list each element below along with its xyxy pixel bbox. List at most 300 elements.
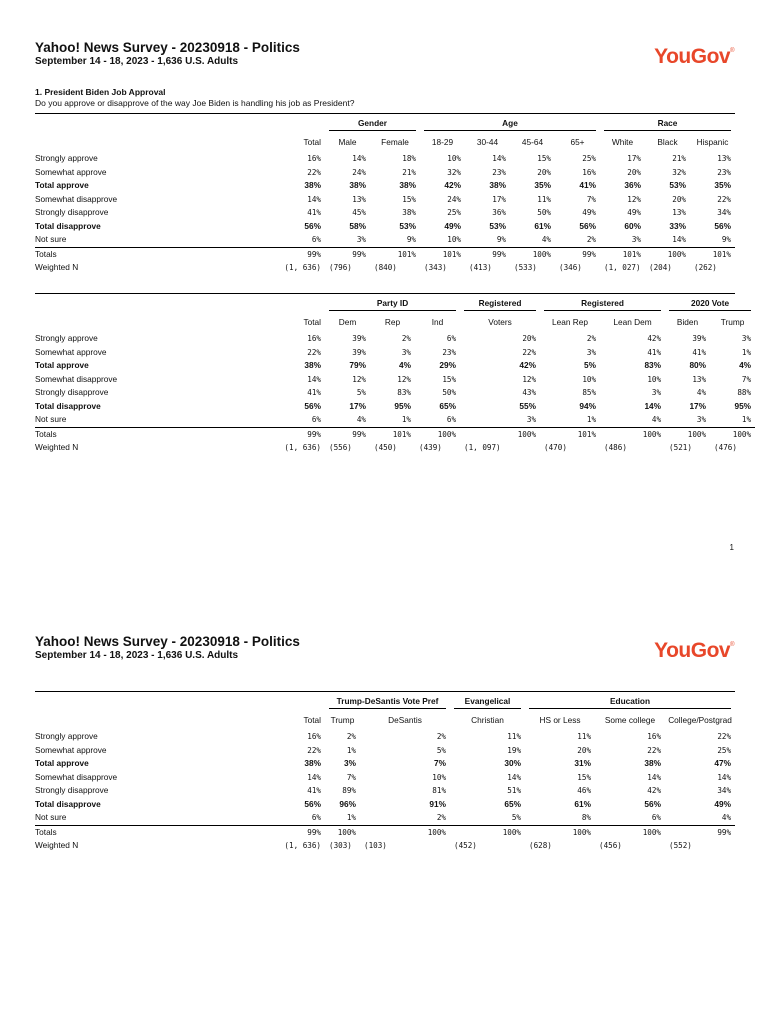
logo-text: YouGov xyxy=(654,639,731,662)
table-cell: 6% xyxy=(446,415,457,424)
table-cell: (1, 636) xyxy=(284,841,321,850)
row-label: Totals xyxy=(35,428,57,439)
table-cell: 22% xyxy=(307,347,321,357)
table-cell: 22% xyxy=(307,167,321,177)
table-row xyxy=(35,233,735,247)
table-row xyxy=(35,346,755,360)
table-cell: (840) xyxy=(374,263,397,272)
table-cell: 10% xyxy=(447,235,461,244)
table-row xyxy=(35,771,735,785)
table-cell: 41% xyxy=(307,786,321,795)
page1-subtitle: September 14 - 18, 2023 - 1,636 U.S. Adults xyxy=(35,56,239,67)
row-label: Strongly approve xyxy=(35,153,98,163)
table-cell: 58% xyxy=(349,220,366,231)
row-label: Somewhat disapprove xyxy=(35,771,118,782)
table-row xyxy=(35,730,735,744)
table-row xyxy=(35,441,755,455)
table-cell: (628) xyxy=(529,841,552,850)
row-label: Weighted N xyxy=(35,840,79,850)
table-cell: 5% xyxy=(584,360,597,370)
table-cell: 1% xyxy=(401,415,411,424)
page1-title: Yahoo! News Survey - 20230918 - Politics xyxy=(35,40,300,55)
table-cell: 42% xyxy=(519,360,537,370)
table-cell: 85% xyxy=(582,388,597,397)
table-cell: 7% xyxy=(434,758,447,768)
table-cell: 38% xyxy=(402,208,416,217)
table-cell: 96% xyxy=(339,798,356,809)
table-row xyxy=(35,811,735,825)
row-label: Somewhat approve xyxy=(35,166,107,177)
col-header: HS or Less xyxy=(539,715,581,725)
table-cell: 3% xyxy=(344,758,356,768)
table-cell: 3% xyxy=(401,347,411,357)
table-cell: 14% xyxy=(644,400,662,411)
table-cell: 2% xyxy=(586,334,597,343)
group-education: Education xyxy=(525,692,735,710)
col-header: Trump xyxy=(720,317,745,327)
table-row xyxy=(35,373,755,387)
table-cell: 81% xyxy=(432,786,447,795)
table-cell: 15% xyxy=(402,194,416,204)
crosstab-party-registered-vote xyxy=(35,293,752,455)
table-cell: 88% xyxy=(737,388,752,397)
table-cell: 12% xyxy=(352,374,366,384)
table-cell: 1% xyxy=(346,813,356,822)
table-cell: 20% xyxy=(537,167,551,177)
table-cell: 14% xyxy=(717,772,732,782)
table-cell: 22% xyxy=(307,745,321,755)
table-cell: 5% xyxy=(436,745,447,755)
table-cell: 99% xyxy=(307,827,321,837)
table-cell: 5% xyxy=(511,813,522,822)
table-cell: 100% xyxy=(517,429,537,439)
table-cell: 15% xyxy=(577,772,592,782)
table-row xyxy=(35,428,755,442)
table-row xyxy=(35,332,755,346)
row-label: Somewhat disapprove xyxy=(35,193,118,204)
table-cell: 22% xyxy=(647,745,662,755)
col-header: 45-64 xyxy=(521,137,544,147)
table-cell: 3% xyxy=(526,415,537,424)
row-label: Total disapprove xyxy=(35,400,101,411)
table-row xyxy=(35,179,735,193)
table-cell: 100% xyxy=(427,827,447,837)
table-cell: 55% xyxy=(519,400,537,411)
logo-text: YouGov xyxy=(654,45,731,68)
table-cell: 30% xyxy=(504,758,522,768)
table-cell: 5% xyxy=(356,388,366,397)
table-cell: 100% xyxy=(437,429,457,439)
table-cell: 101% xyxy=(442,249,461,259)
row-label: Somewhat approve xyxy=(35,744,107,755)
row-label: Not sure xyxy=(35,414,67,424)
col-header: DeSantis xyxy=(388,715,422,725)
table-cell: 3% xyxy=(586,347,597,357)
table-cell: 65% xyxy=(439,400,457,411)
table-cell: 50% xyxy=(442,388,457,397)
table-cell: (521) xyxy=(669,443,692,452)
table-cell: 42% xyxy=(647,334,662,343)
table-cell: 11% xyxy=(537,194,551,204)
table-cell: 16% xyxy=(582,167,596,177)
table-cell: 23% xyxy=(442,347,457,357)
table-cell: 61% xyxy=(574,798,592,809)
table-cell: 6% xyxy=(311,235,321,244)
table-cell: 8% xyxy=(581,813,592,822)
table-cell: 38% xyxy=(349,180,366,190)
col-header: Black xyxy=(657,137,678,147)
table-cell: 2% xyxy=(436,732,447,741)
table-cell: 100% xyxy=(572,827,592,837)
question-text: Do you approve or disapprove of the way Joe Biden is handling his job as President? xyxy=(35,98,355,108)
table-cell: 23% xyxy=(717,167,731,177)
page1-header xyxy=(35,40,300,68)
table-cell: 56% xyxy=(304,798,321,809)
table-cell: 14% xyxy=(492,154,506,163)
table-cell: 100% xyxy=(642,429,662,439)
table-cell: (533) xyxy=(514,263,537,272)
row-label: Strongly disapprove xyxy=(35,387,109,397)
crosstab-table-2 xyxy=(35,294,755,455)
table-cell: (103) xyxy=(364,841,387,850)
col-header: Total xyxy=(303,317,321,327)
table-cell: 100% xyxy=(732,429,752,439)
table-cell: 4% xyxy=(399,360,411,370)
group-header-row xyxy=(35,114,735,132)
table-cell: 2% xyxy=(436,813,447,822)
table-row xyxy=(35,206,735,220)
table-cell: (556) xyxy=(329,443,352,452)
table-cell: 99% xyxy=(582,249,596,259)
row-label: Strongly approve xyxy=(35,731,98,741)
group-age: Age xyxy=(420,114,600,132)
table-cell: 14% xyxy=(307,374,321,384)
table-cell: 60% xyxy=(624,220,641,231)
table-cell: 13% xyxy=(692,374,707,384)
table-cell: 100% xyxy=(532,249,551,259)
group-gender: Gender xyxy=(325,114,420,132)
table-cell: 23% xyxy=(492,167,506,177)
table-row xyxy=(35,757,735,771)
group-registered-lean: Registered xyxy=(540,294,665,312)
table-cell: 3% xyxy=(696,415,707,424)
page2-header xyxy=(35,634,300,662)
col-header: Some college xyxy=(604,715,656,725)
table-cell: 99% xyxy=(492,249,506,259)
table-cell: 100% xyxy=(687,429,707,439)
table-cell: 49% xyxy=(444,220,461,231)
table-cell: 1% xyxy=(741,415,752,424)
table-cell: 4% xyxy=(739,360,752,370)
group-header-row xyxy=(35,692,735,710)
col-header: Male xyxy=(338,137,357,147)
table-cell: 16% xyxy=(307,154,321,163)
table-cell: 50% xyxy=(537,208,551,217)
table-row xyxy=(35,166,735,180)
table-cell: 6% xyxy=(311,415,321,424)
table-cell: 79% xyxy=(349,360,366,370)
table-cell: 3% xyxy=(741,334,752,343)
table-cell: (1, 636) xyxy=(284,263,321,272)
table-cell: 12% xyxy=(397,374,411,384)
table-row xyxy=(35,784,735,798)
crosstab-table-1 xyxy=(35,114,735,275)
table-cell: 4% xyxy=(651,415,662,424)
table-cell: 39% xyxy=(692,334,707,343)
table-cell: 95% xyxy=(394,400,411,411)
table-cell: (486) xyxy=(604,443,627,452)
row-label: Strongly disapprove xyxy=(35,207,109,217)
table-cell: 17% xyxy=(492,194,506,204)
table-cell: 65% xyxy=(504,798,522,809)
table-cell: 2% xyxy=(346,732,356,741)
table-row xyxy=(35,386,755,400)
table-cell: 25% xyxy=(717,745,732,755)
table-cell: 101% xyxy=(577,429,597,439)
table-cell: (262) xyxy=(694,263,717,272)
table-row xyxy=(35,193,735,207)
row-label: Weighted N xyxy=(35,442,79,452)
table-cell: 17% xyxy=(627,154,641,163)
table-cell: 22% xyxy=(522,347,537,357)
table-cell: (413) xyxy=(469,263,492,272)
table-cell: 9% xyxy=(406,235,416,244)
table-cell: (456) xyxy=(599,841,622,850)
table-cell: 35% xyxy=(714,180,731,190)
col-header: Rep xyxy=(384,317,401,327)
table-cell: 100% xyxy=(642,827,662,837)
table-cell: (476) xyxy=(714,443,737,452)
table-cell: 11% xyxy=(507,732,522,741)
table-cell: 45% xyxy=(352,208,366,217)
crosstab-table-3 xyxy=(35,692,735,853)
table-cell: 36% xyxy=(492,208,506,217)
table-row xyxy=(35,413,755,427)
table-cell: 47% xyxy=(714,758,732,768)
table-cell: 39% xyxy=(352,334,366,343)
col-header: White xyxy=(611,137,634,147)
table-cell: 35% xyxy=(534,180,551,190)
table-cell: 9% xyxy=(721,235,731,244)
table-cell: 100% xyxy=(667,249,686,259)
table-cell: 6% xyxy=(311,813,321,822)
table-cell: 95% xyxy=(734,400,752,411)
col-header: College/Postgrad xyxy=(668,715,732,725)
table-cell: 9% xyxy=(496,235,506,244)
table-cell: 56% xyxy=(579,220,596,231)
page2-subtitle: September 14 - 18, 2023 - 1,636 U.S. Adults xyxy=(35,650,239,661)
row-label: Total approve xyxy=(35,360,89,370)
table-cell: 1% xyxy=(346,745,356,755)
table-cell: 13% xyxy=(672,208,686,217)
table-cell: 43% xyxy=(522,388,537,397)
table-cell: 53% xyxy=(489,220,506,231)
group-header-row xyxy=(35,294,755,312)
table-cell: 33% xyxy=(669,220,686,231)
table-cell: 6% xyxy=(446,334,457,343)
crosstab-desantis-evangelical-education xyxy=(35,691,735,853)
table-cell: 53% xyxy=(399,220,416,231)
row-label: Total disapprove xyxy=(35,220,101,231)
row-label: Total disapprove xyxy=(35,798,101,809)
table-cell: (452) xyxy=(454,841,477,850)
table-cell: 4% xyxy=(721,813,732,822)
table-cell: (1, 027) xyxy=(604,263,641,272)
table-cell: 99% xyxy=(717,827,732,837)
table-cell: 15% xyxy=(442,374,457,384)
table-cell: (552) xyxy=(669,841,692,850)
table-cell: 42% xyxy=(647,786,662,795)
table-cell: 6% xyxy=(651,813,662,822)
col-header: Trump xyxy=(330,715,355,725)
yougov-logo: YouGov® xyxy=(654,45,734,68)
column-header-row xyxy=(35,710,735,730)
crosstab-gender-age-race xyxy=(35,113,735,275)
table-cell: 2% xyxy=(401,334,411,343)
table-cell: (1, 097) xyxy=(464,443,501,452)
table-cell: 2% xyxy=(586,235,596,244)
table-cell: 18% xyxy=(402,154,416,163)
question-title: 1. President Biden Job Approval xyxy=(35,87,166,97)
table-cell: 83% xyxy=(397,388,411,397)
row-label: Weighted N xyxy=(35,262,79,272)
table-cell: 25% xyxy=(582,154,596,163)
table-cell: 100% xyxy=(502,827,522,837)
table-cell: 34% xyxy=(717,786,732,795)
table-cell: (1, 636) xyxy=(284,443,321,452)
table-cell: 10% xyxy=(647,374,662,384)
table-cell: 99% xyxy=(352,429,366,439)
table-cell: 89% xyxy=(342,786,356,795)
row-label: Not sure xyxy=(35,234,67,244)
page2-title: Yahoo! News Survey - 20230918 - Politics xyxy=(35,634,300,649)
table-cell: 101% xyxy=(397,249,416,259)
table-cell: 4% xyxy=(696,388,707,397)
table-cell: 56% xyxy=(304,220,321,231)
table-cell: 19% xyxy=(507,745,522,755)
table-cell: 51% xyxy=(507,786,522,795)
col-header: Ind xyxy=(431,317,444,327)
table-cell: 25% xyxy=(447,208,461,217)
table-cell: 99% xyxy=(307,249,321,259)
table-cell: 20% xyxy=(672,194,686,204)
table-cell: 14% xyxy=(307,772,321,782)
table-cell: 56% xyxy=(714,220,731,231)
table-cell: 22% xyxy=(717,732,732,741)
group-2020-vote: 2020 Vote xyxy=(665,294,755,312)
table-cell: (796) xyxy=(329,263,352,272)
col-header: Total xyxy=(303,715,321,725)
table-cell: 41% xyxy=(307,208,321,217)
table-cell: 21% xyxy=(672,154,686,163)
row-label: Somewhat approve xyxy=(35,346,107,357)
table-cell: 36% xyxy=(624,180,641,190)
col-header: Female xyxy=(381,137,409,147)
table-cell: 38% xyxy=(304,758,321,768)
col-header: Total xyxy=(303,137,321,147)
table-cell: 39% xyxy=(352,347,366,357)
table-cell: 17% xyxy=(689,400,707,411)
col-header: Christian xyxy=(471,715,504,725)
table-cell: 101% xyxy=(712,249,731,259)
row-label: Totals xyxy=(35,826,57,837)
table-cell: 61% xyxy=(534,220,551,231)
table-cell: 1% xyxy=(586,415,597,424)
table-row xyxy=(35,152,735,166)
table-cell: 21% xyxy=(402,167,416,177)
row-label: Total approve xyxy=(35,180,89,190)
table-cell: 20% xyxy=(522,334,537,343)
col-header: 30-44 xyxy=(476,137,499,147)
group-trump-desantis: Trump-DeSantis Vote Pref xyxy=(325,692,450,710)
table-cell: 29% xyxy=(439,360,457,370)
table-cell: 38% xyxy=(489,180,506,190)
table-cell: 14% xyxy=(307,194,321,204)
table-row xyxy=(35,798,735,812)
table-cell: 16% xyxy=(307,732,321,741)
table-cell: 32% xyxy=(672,167,686,177)
table-cell: 12% xyxy=(522,374,537,384)
table-cell: 13% xyxy=(717,154,731,163)
row-label: Not sure xyxy=(35,812,67,822)
table-cell: 94% xyxy=(579,400,597,411)
table-cell: 53% xyxy=(669,180,686,190)
table-cell: 34% xyxy=(717,208,731,217)
table-cell: 16% xyxy=(647,732,662,741)
table-cell: 24% xyxy=(352,167,366,177)
table-cell: 56% xyxy=(644,798,662,809)
col-header: Lean Dem xyxy=(613,317,652,327)
table-cell: 10% xyxy=(432,772,447,782)
table-cell: 4% xyxy=(541,235,551,244)
page-number: 1 xyxy=(729,543,734,552)
table-cell: (346) xyxy=(559,263,582,272)
table-cell: 14% xyxy=(672,235,686,244)
table-cell: 100% xyxy=(337,827,356,837)
row-label: Total approve xyxy=(35,758,89,768)
table-cell: 12% xyxy=(627,194,641,204)
table-cell: 3% xyxy=(631,235,641,244)
group-registered-voters: Registered xyxy=(460,294,540,312)
column-header-row xyxy=(35,132,735,152)
table-cell: (343) xyxy=(424,263,447,272)
col-header: Hispanic xyxy=(696,137,729,147)
row-label: Totals xyxy=(35,248,57,259)
col-header: Biden xyxy=(676,317,699,327)
table-cell: 56% xyxy=(304,400,321,411)
table-cell: 41% xyxy=(579,180,596,190)
table-cell: 41% xyxy=(307,388,321,397)
table-row xyxy=(35,400,755,414)
column-header-row xyxy=(35,312,755,332)
table-cell: 15% xyxy=(537,154,551,163)
table-cell: 42% xyxy=(444,180,461,190)
table-cell: 16% xyxy=(307,334,321,343)
table-cell: 99% xyxy=(307,429,321,439)
table-cell: 101% xyxy=(392,429,411,439)
table-cell: 49% xyxy=(582,208,596,217)
table-cell: 3% xyxy=(651,388,662,397)
table-cell: 1% xyxy=(741,347,752,357)
table-cell: 24% xyxy=(447,194,461,204)
table-cell: 10% xyxy=(582,374,597,384)
table-cell: 38% xyxy=(399,180,416,190)
table-cell: 4% xyxy=(356,415,366,424)
table-row xyxy=(35,248,735,262)
table-cell: 14% xyxy=(352,154,366,163)
table-row xyxy=(35,359,755,373)
table-cell: (450) xyxy=(374,443,397,452)
